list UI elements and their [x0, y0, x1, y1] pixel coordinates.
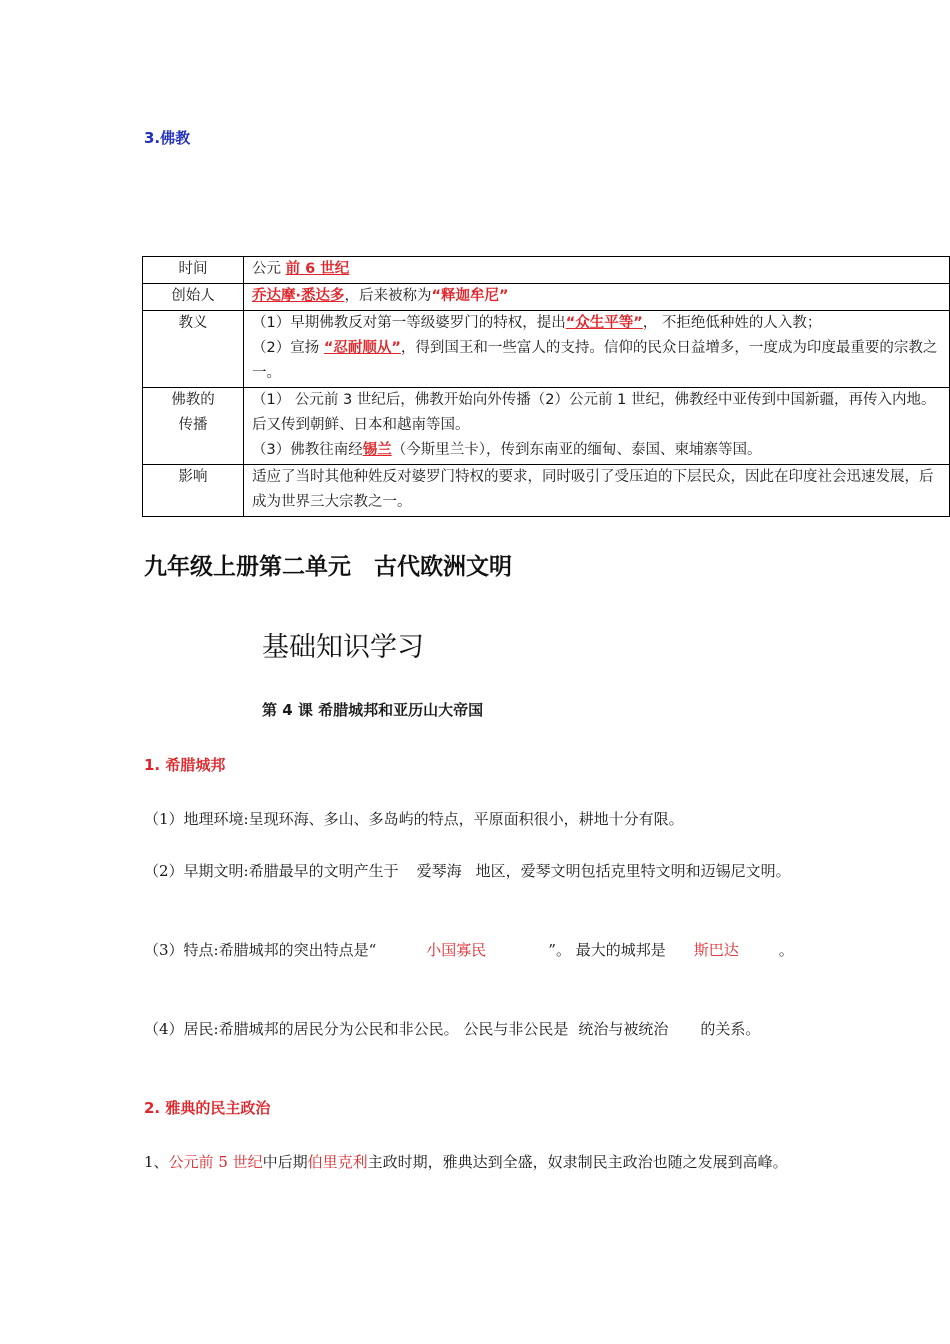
point-text: ”。 最大的城邦是 [548, 941, 666, 959]
table-row [143, 257, 950, 284]
spread-point-2 [252, 438, 943, 463]
spread-point-1: （1） 公元前 3 世纪后，佛教开始向外传播（2）公元前 1 世纪，佛教经中亚传到中国新疆，再传入内地。后又传到朝鲜、日本和越南等国。 [252, 392, 936, 433]
table-row [143, 388, 950, 465]
point-text: 中后期 [262, 1153, 308, 1171]
table-row [143, 284, 950, 311]
spread-key-line-1: 佛教的 [171, 392, 215, 408]
point-text: 。 [778, 941, 794, 959]
point-text: 地区，爱琴文明包括克里特文明和迈锡尼文明。 [475, 862, 791, 880]
row-key-time: 时间 [143, 257, 244, 284]
doctrine-point-1 [252, 311, 943, 336]
point-text: （2）早期文明:希腊最早的文明产生于 [144, 862, 399, 880]
row-key-impact: 影响 [143, 465, 244, 517]
spread-text: （3）佛教往南经 [252, 442, 363, 458]
answer-small-state: 小国寡民 [426, 941, 487, 959]
answer-5th-century: 公元前 5 世纪 [168, 1153, 263, 1171]
time-answer: 前 6 世纪 [285, 261, 350, 277]
section-1-point-1: （1）地理环境:呈现环海、多山、多岛屿的特点，平原面积很小，耕地十分有限。 [144, 810, 684, 828]
doctrine-text: ， 不拒绝低种姓的人入教； [642, 315, 822, 331]
doctrine-answer-1: “众生平等” [565, 315, 643, 331]
doctrine-point-2 [252, 336, 943, 386]
point-text: （3）特点:希腊城邦的突出特点是“ [144, 941, 377, 959]
doctrine-text: （2）宣扬 [252, 340, 324, 356]
point-text: 的关系。 [700, 1020, 761, 1038]
spread-answer: 锡兰 [362, 442, 392, 458]
section-1-point-4 [144, 1016, 810, 1042]
founder-answer-2: “释迦牟尼” [431, 288, 509, 304]
buddhism-table [142, 256, 950, 517]
row-value-time [244, 257, 950, 284]
answer-aegean: 爱琴海 [416, 862, 462, 880]
row-value-impact: 适应了当时其他种姓反对婆罗门特权的要求，同时吸引了受压迫的下层民众，因此在印度社会迅速发展，后成为世界三大宗教之一。 [244, 465, 950, 517]
section-1-heading: 1. 希腊城邦 [144, 756, 226, 774]
unit-title: 九年级上册第二单元 古代欧洲文明 [144, 554, 512, 580]
row-key-doctrine: 教义 [143, 311, 244, 388]
row-value-spread [244, 388, 950, 465]
lesson-title: 第 4 课 希腊城邦和亚历山大帝国 [262, 701, 484, 719]
row-value-founder [244, 284, 950, 311]
point-text: 1、 [144, 1153, 169, 1171]
section-heading: 3.佛教 [144, 129, 191, 147]
doctrine-answer-2: “忍耐顺从” [323, 340, 401, 356]
answer-sparta: 斯巴达 [693, 941, 739, 959]
section-2-point-1 [144, 1149, 810, 1175]
answer-pericles: 伯里克利 [307, 1153, 368, 1171]
point-text: （4）居民:希腊城邦的居民分为公民和非公民。 公民与非公民是 [144, 1020, 569, 1038]
table-row [143, 311, 950, 388]
founder-mid: ，后来被称为 [344, 288, 432, 304]
section-1-point-3 [144, 937, 810, 963]
founder-answer: 乔达摩·悉达多 [252, 288, 345, 304]
table-row [143, 465, 950, 517]
time-prefix: 公元 [252, 261, 286, 277]
spread-text: （今斯里兰卡），传到东南亚的缅甸、泰国、柬埔寨等国。 [391, 442, 762, 458]
row-value-doctrine [244, 311, 950, 388]
doctrine-text: （1）早期佛教反对第一等级婆罗门的特权，提出 [252, 315, 566, 331]
doctrine-text: ，得到国王和一些富人的支持。信仰的民众日益增多，一度成为印度最重要的宗教之一。 [252, 340, 938, 381]
spread-key-line-2: 传播 [178, 417, 208, 433]
basics-title: 基础知识学习 [262, 632, 424, 663]
section-2-heading: 2. 雅典的民主政治 [144, 1099, 271, 1117]
point-text: 主政时期，雅典达到全盛，奴隶制民主政治也随之发展到高峰。 [367, 1153, 788, 1171]
row-key-founder: 创始人 [143, 284, 244, 311]
section-1-point-2 [144, 858, 810, 884]
row-key-spread [143, 388, 244, 465]
answer-rule-relation: 统治与被统治 [578, 1020, 669, 1038]
